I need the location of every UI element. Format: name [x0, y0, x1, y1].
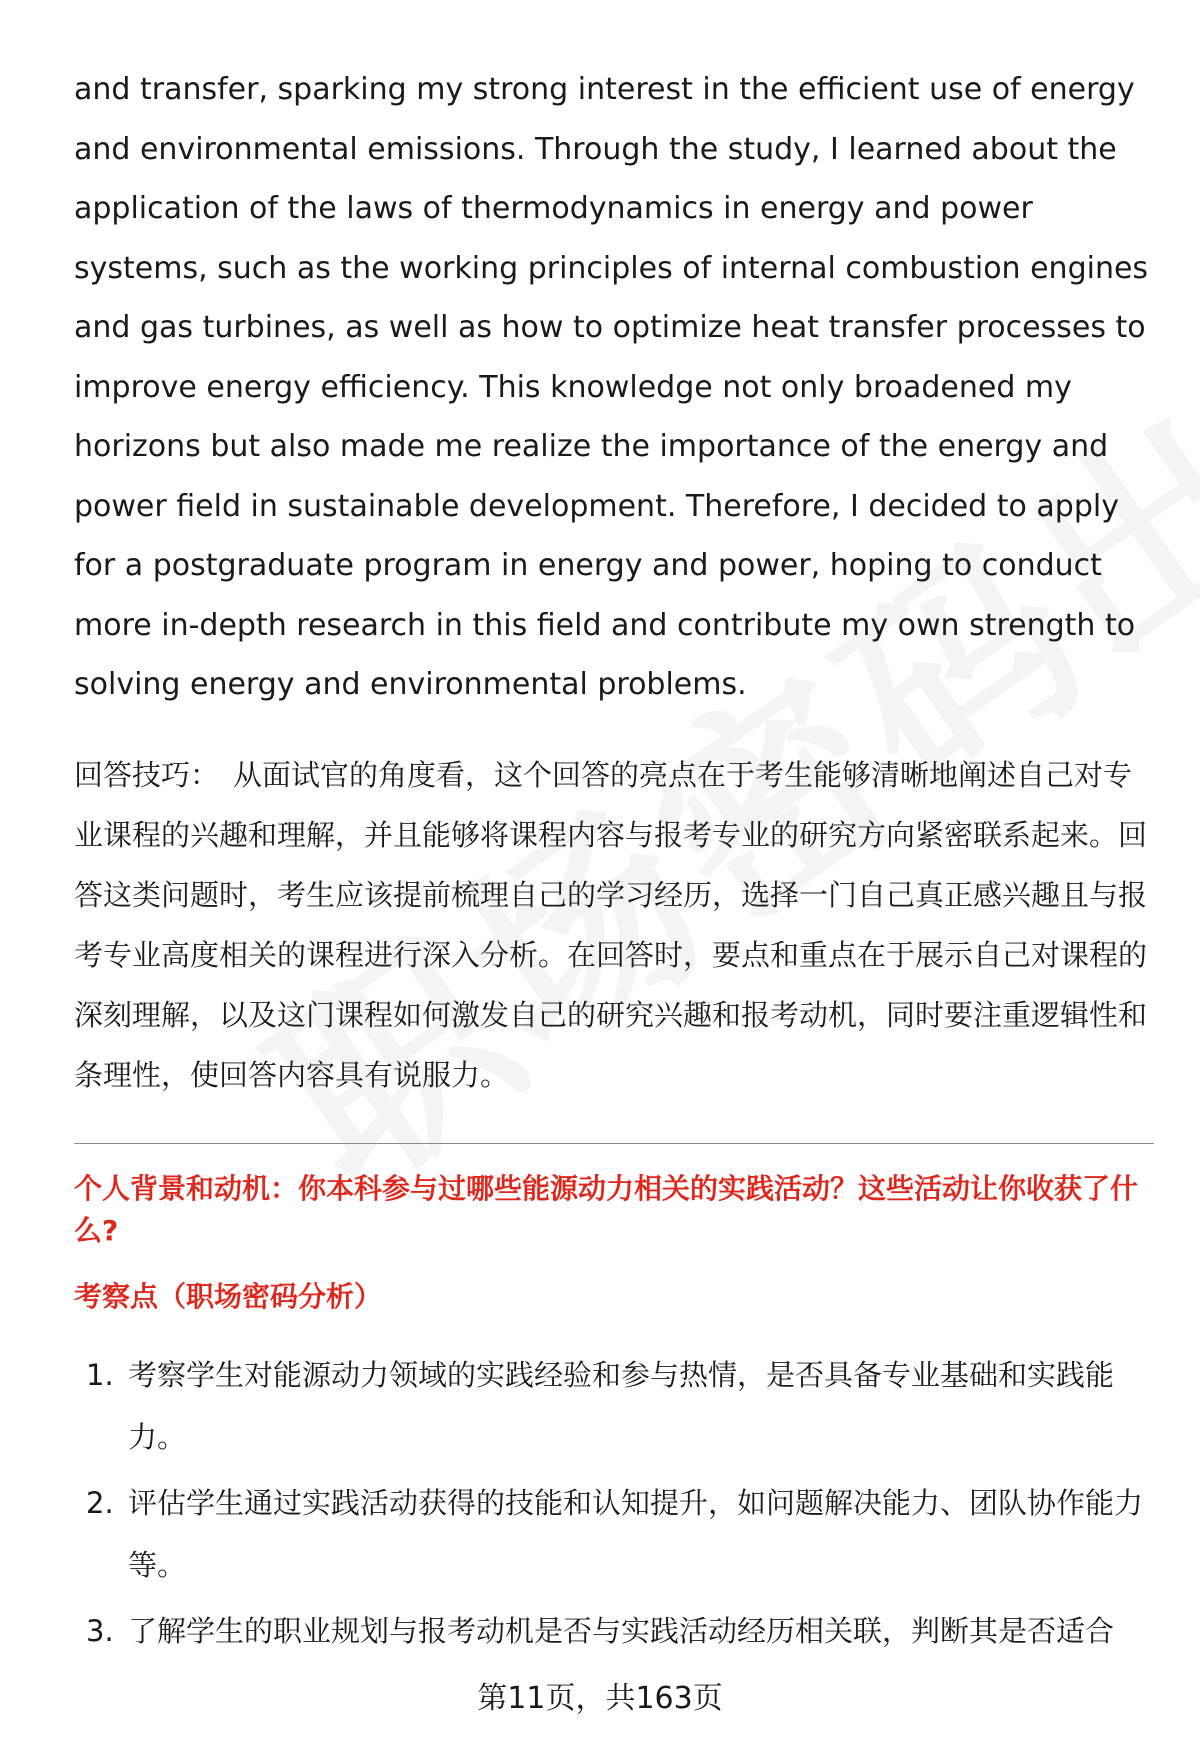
answer-tips-text: 从面试官的角度看，这个回答的亮点在于考生能够清晰地阐述自己对专业课程的兴趣和理解，并且能够将课程内容与报考专业的研究方向紧密联系起来。回答这类问题时，考生应该提前梳理自己的学习经历，选择一门自己真正感兴趣且与报考专业高度相关的课程进行深入分析。在回答时，要点和重点在于展示自己对课程的深刻理解，以及这门课程如何激发自己的研究兴趣和报考动机，同时要注重逻辑性和条理性，使回答内容具有说服力。 [74, 757, 1148, 1092]
list-item [74, 1600, 1154, 1662]
subheading: 考察点（职场密码分析） [74, 1279, 383, 1313]
page-number: 第11页，共163页 [477, 1681, 723, 1716]
answer-tips-label: 回答技巧： [74, 757, 220, 792]
points-list [74, 1344, 1154, 1662]
page-content [74, 60, 1154, 1666]
list-item-number: 3. [86, 1613, 114, 1648]
list-item [74, 1472, 1154, 1596]
section-divider [74, 1143, 1154, 1144]
list-item-text: 评估学生通过实践活动获得的技能和认知提升，如问题解决能力、团队协作能力等。 [128, 1485, 1144, 1582]
list-item-text: 考察学生对能源动力领域的实践经验和参与热情，是否具备专业基础和实践能力。 [128, 1357, 1115, 1454]
list-item-number: 2. [86, 1485, 114, 1520]
body-paragraph: and transfer, sparking my strong interest in the efficient use of energy and environmental emissions. Through the study, I learned about the application of the laws of thermodynamics in energy and power systems, such as the working principles of internal combustion engines and gas turbines, as well as how to optimize heat transfer processes to improve energy efficiency. This knowledge not only broadened my horizons but also made me realize the importance of the energy and power field in sustainable development. Therefore, I decided to apply for a postgraduate program in energy and power, hoping to conduct more in-depth research in this field and contribute my own strength to solving energy and environmental problems. [74, 72, 1149, 702]
question-heading: 个人背景和动机：你本科参与过哪些能源动力相关的实践活动？这些活动让你收获了什么? [74, 1171, 1139, 1247]
list-item-number: 1. [86, 1357, 114, 1392]
list-item-text: 了解学生的职业规划与报考动机是否与实践活动经历相关联，判断其是否适合 [128, 1613, 1115, 1648]
answer-tips [74, 745, 1154, 1105]
list-item [74, 1344, 1154, 1468]
